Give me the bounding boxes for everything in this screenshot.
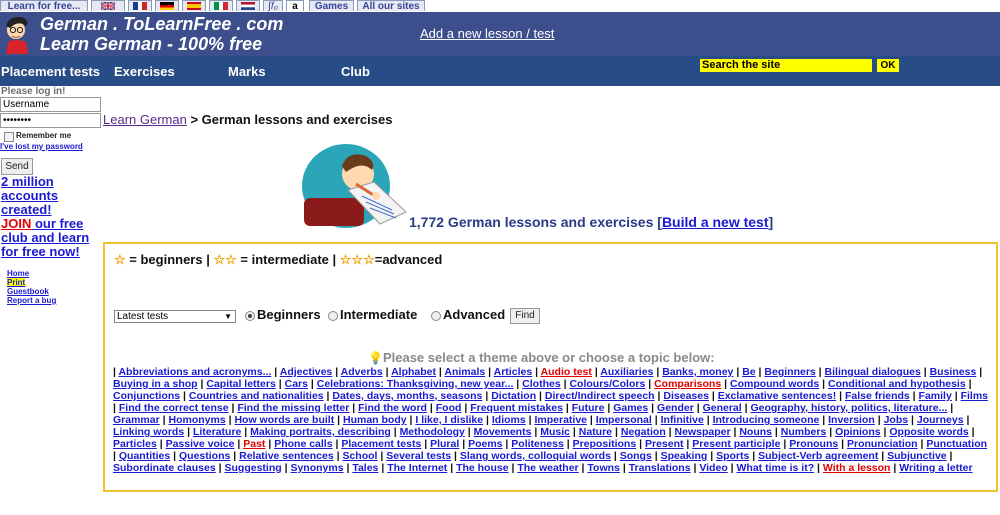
topic-link[interactable]: Business	[929, 366, 977, 378]
topic-link[interactable]: Questions	[178, 450, 231, 462]
promo-join-link[interactable]: JOIN	[1, 216, 32, 231]
test-type-select[interactable]	[114, 310, 236, 323]
topic-link[interactable]: Subordinate clauses	[113, 462, 216, 474]
topic-link[interactable]: Opinions	[835, 426, 881, 438]
promo-accounts-text[interactable]: 2 million accounts created!	[1, 174, 59, 217]
star-icon: ☆	[213, 252, 226, 267]
radio-advanced[interactable]	[431, 311, 441, 321]
topic-separator: |	[730, 426, 740, 438]
topic-separator: |	[323, 390, 333, 402]
topic-link[interactable]: Beginners	[764, 366, 816, 378]
topic-separator: |	[390, 426, 400, 438]
topic-link[interactable]: Grammar	[113, 414, 160, 426]
topic-separator: |	[159, 414, 169, 426]
star-icon: ☆	[114, 252, 126, 267]
topic-separator: |	[815, 366, 825, 378]
topic-separator: |	[612, 426, 621, 438]
topic-separator: |	[234, 438, 244, 450]
topic-separator: |	[447, 462, 457, 474]
topic-link[interactable]: Colours/Colors	[569, 378, 646, 390]
topic-separator: |	[451, 450, 460, 462]
topic-link[interactable]: Clothes	[522, 378, 561, 390]
star-icon: ☆	[339, 252, 352, 267]
legend-intermediate: = intermediate |	[236, 252, 340, 267]
topic-link[interactable]: Translations	[628, 462, 691, 474]
topic-separator: |	[426, 402, 436, 414]
breadcrumb-learn-german[interactable]: Learn German	[103, 112, 187, 127]
topic-separator: |	[819, 414, 829, 426]
topic-link[interactable]: Find the missing letter	[237, 402, 350, 414]
topic-separator: |	[908, 414, 917, 426]
topic-separator: |	[113, 450, 119, 462]
topic-separator: |	[909, 390, 919, 402]
breadcrumb-current: German lessons and exercises	[201, 112, 393, 127]
topic-separator: |	[180, 390, 189, 402]
topic-link[interactable]: Impersonal	[595, 414, 652, 426]
topic-link[interactable]: Capital letters	[206, 378, 276, 390]
topic-link[interactable]: Making portraits, describing	[250, 426, 391, 438]
topic-link[interactable]: Countries and nationalities	[188, 390, 324, 402]
topic-separator: |	[976, 366, 983, 378]
topic-link[interactable]: Quantities	[118, 450, 171, 462]
sidebar-links	[0, 269, 56, 305]
topic-link[interactable]: Buying in a shop	[113, 378, 198, 390]
topic-separator: |	[228, 402, 238, 414]
topic-link[interactable]: Diseases	[663, 390, 709, 402]
topic-separator: |	[525, 414, 535, 426]
sidebar	[0, 86, 102, 515]
bracket-open: [	[657, 214, 662, 230]
find-button[interactable]: Find	[510, 308, 540, 324]
topic-link[interactable]: Alphabet	[391, 366, 436, 378]
topic-link[interactable]: Frequent mistakes	[470, 402, 563, 414]
topic-separator: |	[436, 366, 445, 378]
topic-separator: |	[920, 366, 930, 378]
topic-separator: |	[271, 366, 280, 378]
topic-link[interactable]: Phone calls	[274, 438, 333, 450]
topic-separator: |	[917, 438, 927, 450]
star-icon: ☆	[225, 252, 237, 267]
username-field[interactable]: Username	[0, 97, 101, 112]
topic-separator: |	[230, 450, 240, 462]
topic-link[interactable]: Food	[435, 402, 462, 414]
topic-link[interactable]: Several tests	[386, 450, 452, 462]
topic-link[interactable]: Prepositions	[572, 438, 637, 450]
star-icon: ☆	[351, 252, 364, 267]
legend-advanced: =advanced	[374, 252, 443, 267]
topic-link[interactable]: Journeys	[916, 414, 964, 426]
lightbulb-icon: 💡	[368, 351, 383, 365]
tab-italian[interactable]	[209, 0, 233, 11]
topic-separator: |	[636, 438, 645, 450]
topic-link[interactable]: Songs	[619, 450, 652, 462]
topic-link[interactable]: Present participle	[692, 438, 781, 450]
topic-prompt	[368, 350, 715, 365]
topic-link[interactable]: I like, I dislike	[415, 414, 484, 426]
legend-beginners: = beginners |	[125, 252, 214, 267]
topic-link[interactable]: Nature	[578, 426, 613, 438]
topic-separator: |	[265, 438, 275, 450]
topic-separator: |	[225, 414, 235, 426]
topic-separator: |	[513, 378, 523, 390]
topic-separator: |	[836, 390, 845, 402]
topic-link[interactable]: Negation	[620, 426, 666, 438]
topic-separator: |	[880, 426, 890, 438]
topic-separator: |	[826, 426, 836, 438]
topic-link[interactable]: Direct/Indirect speech	[544, 390, 655, 402]
lessons-panel	[103, 242, 998, 492]
topic-link[interactable]: Nouns	[739, 426, 772, 438]
topic-separator: |	[377, 450, 387, 462]
topic-link[interactable]: Introducing someone	[712, 414, 820, 426]
topic-link[interactable]: Present	[644, 438, 684, 450]
uk-flag-icon	[101, 2, 115, 10]
netherlands-flag-icon	[241, 2, 255, 10]
topic-link[interactable]: Audio test	[540, 366, 592, 378]
tab-dutch[interactable]	[236, 0, 260, 11]
topic-separator: |	[772, 426, 781, 438]
level-legend	[114, 252, 442, 268]
topic-separator: |	[113, 402, 119, 414]
topic-separator: |	[332, 438, 342, 450]
topic-separator: |	[648, 402, 658, 414]
topic-separator: |	[951, 390, 961, 402]
topic-link[interactable]: Politeness	[511, 438, 564, 450]
topic-separator: |	[874, 414, 884, 426]
topic-link[interactable]: Sports	[716, 450, 750, 462]
topic-separator: |	[482, 390, 492, 402]
topic-link[interactable]: Pronouns	[789, 438, 839, 450]
topic-link[interactable]: Video	[699, 462, 728, 474]
topic-separator: |	[814, 462, 823, 474]
topic-separator: |	[508, 462, 518, 474]
topic-link[interactable]: Geography, history, politics, literature...	[750, 402, 948, 414]
topic-link[interactable]: Linking words	[113, 426, 185, 438]
topic-link[interactable]: Bilingual dialogues	[824, 366, 921, 378]
topic-separator: |	[780, 438, 790, 450]
topic-link[interactable]: Opposite words	[889, 426, 969, 438]
topic-separator: |	[170, 450, 179, 462]
topic-link[interactable]: Inversion	[828, 414, 875, 426]
topic-separator: |	[184, 426, 193, 438]
topic-separator: |	[156, 438, 166, 450]
tab-math[interactable]: ∫f₀	[263, 0, 283, 11]
sidebar-link-report-bug[interactable]: • Report a bug	[7, 296, 56, 305]
breadcrumb-separator: >	[186, 112, 202, 127]
topic-prompt-text: Please select a theme above or choose a topic below:	[382, 350, 715, 365]
topic-separator: |	[563, 438, 573, 450]
topic-link[interactable]: Literature	[192, 426, 242, 438]
topic-separator: |	[343, 462, 353, 474]
radio-beginners[interactable]	[245, 311, 255, 321]
topic-separator: |	[334, 414, 343, 426]
topic-separator: |	[693, 402, 703, 414]
topic-separator: |	[332, 366, 341, 378]
join-club-promo[interactable]	[1, 175, 101, 259]
topic-link[interactable]: Synonyms	[290, 462, 344, 474]
topic-link[interactable]: Family	[918, 390, 952, 402]
topic-link[interactable]: With a lesson	[822, 462, 891, 474]
topic-separator: |	[485, 366, 494, 378]
login-prompt: Please log in!	[1, 86, 66, 97]
topic-separator: |	[483, 414, 492, 426]
remember-me-label: Remember me	[16, 131, 72, 140]
radio-intermediate[interactable]	[328, 311, 338, 321]
topic-link[interactable]: Suggesting	[224, 462, 282, 474]
topic-link[interactable]: Tales	[352, 462, 379, 474]
send-button[interactable]: Send	[1, 158, 33, 175]
tab-games[interactable]: Games	[309, 0, 354, 11]
topic-separator: |	[275, 378, 285, 390]
nav-club[interactable]: Club	[341, 64, 370, 79]
search-ok-button[interactable]: OK	[877, 59, 899, 72]
main-nav	[0, 56, 1000, 86]
test-type-value: Latest tests	[117, 311, 169, 322]
tab-all-sites[interactable]: All our sites	[357, 0, 425, 11]
tab-german[interactable]	[155, 0, 179, 11]
italy-flag-icon	[214, 2, 228, 10]
lost-password-link[interactable]: I've lost my password	[0, 142, 83, 151]
topic-separator: |	[591, 366, 601, 378]
lesson-count-line	[409, 214, 773, 230]
topic-separator: |	[587, 414, 596, 426]
topic-link[interactable]: Abbreviations and acronyms...	[118, 366, 272, 378]
topic-link[interactable]: Speaking	[660, 450, 708, 462]
topic-link[interactable]: Films	[960, 390, 989, 402]
topic-link[interactable]: Infinitive	[660, 414, 704, 426]
topic-separator: |	[531, 426, 541, 438]
chevron-down-icon: ▼	[224, 312, 232, 321]
topic-link[interactable]: Plural	[430, 438, 460, 450]
topic-separator: |	[819, 378, 829, 390]
breadcrumb	[103, 112, 392, 127]
topic-separator: |	[690, 462, 700, 474]
topic-link[interactable]: Dictation	[491, 390, 537, 402]
topic-separator: |	[665, 426, 675, 438]
topic-link[interactable]: Particles	[113, 438, 157, 450]
star-icon: ☆	[363, 252, 375, 267]
topic-link[interactable]: What time is it?	[736, 462, 815, 474]
tab-amazon[interactable]: a	[286, 0, 304, 11]
topic-link[interactable]: Writing a letter	[899, 462, 973, 474]
topic-link[interactable]: Banks, money	[662, 366, 734, 378]
topic-link[interactable]: Adverbs	[340, 366, 383, 378]
build-test-link[interactable]: Build a new test	[661, 214, 769, 230]
topic-separator: |	[459, 438, 469, 450]
topic-link[interactable]: Articles	[493, 366, 533, 378]
topic-separator: |	[532, 366, 541, 378]
topic-link[interactable]: The weather	[517, 462, 579, 474]
topic-link[interactable]: Human body	[343, 414, 407, 426]
topic-link[interactable]: Conjunctions	[113, 390, 181, 402]
topic-link[interactable]: Poems	[468, 438, 503, 450]
topic-list	[113, 366, 991, 474]
topic-link[interactable]: Adjectives	[279, 366, 333, 378]
tab-spanish[interactable]	[182, 0, 206, 11]
topic-separator: |	[281, 462, 291, 474]
topic-separator: |	[708, 390, 718, 402]
topic-separator: |	[703, 414, 713, 426]
search-input[interactable]: Search the site	[700, 59, 872, 72]
topic-separator: |	[741, 402, 751, 414]
topic-link[interactable]: Dates, days, months, seasons	[332, 390, 483, 402]
topic-separator: |	[727, 462, 737, 474]
topic-separator: |	[382, 366, 392, 378]
topic-separator: |	[569, 426, 579, 438]
topic-link[interactable]: Placement tests	[341, 438, 422, 450]
topic-separator: |	[113, 366, 119, 378]
topic-separator: |	[604, 402, 614, 414]
topic-link[interactable]: Games	[613, 402, 649, 414]
topic-link[interactable]: Exclamative sentences!	[717, 390, 837, 402]
topic-separator: |	[968, 426, 975, 438]
top-tab-strip	[0, 0, 1000, 12]
topic-link[interactable]: Movements	[473, 426, 532, 438]
topic-link[interactable]: False friends	[844, 390, 910, 402]
topic-link[interactable]: Music	[540, 426, 570, 438]
topic-separator: |	[890, 462, 900, 474]
topic-separator: |	[749, 450, 759, 462]
topic-separator: |	[197, 378, 207, 390]
site-header	[0, 12, 1000, 56]
topic-separator: |	[241, 426, 251, 438]
topic-link[interactable]: Cars	[284, 378, 308, 390]
topic-link[interactable]: General	[702, 402, 742, 414]
nav-exercises[interactable]: Exercises	[114, 64, 175, 79]
topic-separator: |	[333, 450, 343, 462]
topic-link[interactable]: Conditional and hypothesis	[828, 378, 966, 390]
topic-link[interactable]: Find the correct tense	[118, 402, 229, 414]
radio-advanced-label[interactable]: Advanced	[443, 307, 506, 322]
logo-title[interactable]: German . ToLearnFree . com	[40, 14, 284, 34]
topic-separator: |	[946, 450, 953, 462]
topic-separator: |	[947, 402, 954, 414]
topic-separator: |	[461, 402, 471, 414]
topic-link[interactable]: Animals	[444, 366, 486, 378]
topic-separator: |	[654, 390, 664, 402]
student-writing-illustration	[296, 140, 408, 232]
topic-link[interactable]: Celebrations: Thanksgiving, new year...	[316, 378, 514, 390]
topic-link[interactable]: Slang words, colloquial words	[459, 450, 611, 462]
topic-separator: |	[610, 450, 620, 462]
topic-separator: |	[502, 438, 512, 450]
topic-separator: |	[965, 378, 972, 390]
topic-separator: |	[421, 438, 431, 450]
topic-separator: |	[755, 366, 765, 378]
password-field[interactable]: ••••••••	[0, 113, 101, 128]
sidebar-link-home[interactable]: • Home	[7, 269, 56, 278]
remember-me-checkbox[interactable]	[4, 132, 14, 142]
nav-marks[interactable]: Marks	[228, 64, 266, 79]
tab-french[interactable]	[128, 0, 152, 11]
topic-separator: |	[721, 378, 730, 390]
mascot-logo-icon[interactable]	[0, 12, 40, 56]
topic-link[interactable]: Subject-Verb agreement	[758, 450, 879, 462]
tab-english[interactable]	[91, 0, 125, 11]
topic-link[interactable]: Gender	[657, 402, 694, 414]
topic-separator: |	[406, 414, 416, 426]
topic-separator: |	[878, 450, 888, 462]
topic-separator: |	[645, 378, 655, 390]
topic-link[interactable]: Newspaper	[674, 426, 731, 438]
topic-separator: |	[733, 366, 743, 378]
topic-link[interactable]: Towns	[587, 462, 620, 474]
france-flag-icon	[133, 2, 147, 10]
topic-link[interactable]: Numbers	[780, 426, 827, 438]
topic-link[interactable]: Passive voice	[165, 438, 235, 450]
topic-separator: |	[651, 450, 661, 462]
topic-separator: |	[619, 462, 629, 474]
topic-link[interactable]: The Internet	[387, 462, 448, 474]
topic-link[interactable]: Comparisons	[654, 378, 722, 390]
tab-learn-for-free[interactable]: Learn for free...	[0, 0, 88, 11]
promo-club-text[interactable]: our free club and learn for free now!	[1, 216, 90, 259]
lesson-count-text: 1,772 German lessons and exercises	[409, 214, 654, 230]
topic-link[interactable]: Pronunciation	[846, 438, 918, 450]
topic-separator: |	[963, 414, 970, 426]
topic-link[interactable]: Auxiliaries	[600, 366, 654, 378]
topic-separator: |	[651, 414, 661, 426]
topic-link[interactable]: Subjunctive	[887, 450, 947, 462]
topic-link[interactable]: How words are built	[234, 414, 335, 426]
logo-tagline[interactable]: Learn German - 100% free	[40, 34, 263, 54]
topic-link[interactable]: Compound words	[729, 378, 820, 390]
topic-separator: |	[464, 426, 474, 438]
topic-separator: |	[560, 378, 570, 390]
topic-link[interactable]: Idioms	[491, 414, 526, 426]
topic-link[interactable]: Future	[571, 402, 605, 414]
bracket-close: ]	[768, 214, 774, 230]
topic-separator: |	[707, 450, 717, 462]
topic-link[interactable]: The house	[456, 462, 509, 474]
sidebar-link-print[interactable]: • Print	[7, 278, 56, 287]
topic-separator: |	[578, 462, 588, 474]
topic-separator: |	[838, 438, 847, 450]
nav-placement-tests[interactable]: Placement tests	[1, 64, 100, 79]
topic-link[interactable]: School	[342, 450, 378, 462]
sidebar-link-guestbook[interactable]: • Guestbook	[7, 287, 56, 296]
topic-separator: |	[215, 462, 225, 474]
germany-flag-icon	[160, 2, 174, 10]
radio-beginners-label[interactable]: Beginners	[257, 307, 321, 322]
topic-link[interactable]: Punctuation	[926, 438, 988, 450]
topic-link[interactable]: Homonyms	[168, 414, 226, 426]
topic-separator: |	[378, 462, 388, 474]
topic-separator: |	[653, 366, 663, 378]
topic-link[interactable]: Past	[243, 438, 266, 450]
add-lesson-link[interactable]: Add a new lesson / test	[420, 26, 555, 41]
topic-link[interactable]: Find the word	[358, 402, 427, 414]
topic-separator: |	[683, 438, 693, 450]
topic-link[interactable]: Jobs	[883, 414, 909, 426]
topic-separator: |	[307, 378, 317, 390]
topic-separator: |	[562, 402, 572, 414]
topic-link[interactable]: Methodology	[399, 426, 465, 438]
spain-flag-icon	[187, 2, 201, 10]
topic-separator: |	[536, 390, 545, 402]
topic-separator: |	[349, 402, 359, 414]
topic-link[interactable]: Relative sentences	[239, 450, 334, 462]
topic-link[interactable]: Imperative	[534, 414, 588, 426]
radio-intermediate-label[interactable]: Intermediate	[340, 307, 418, 322]
topic-link[interactable]: Be	[742, 366, 756, 378]
